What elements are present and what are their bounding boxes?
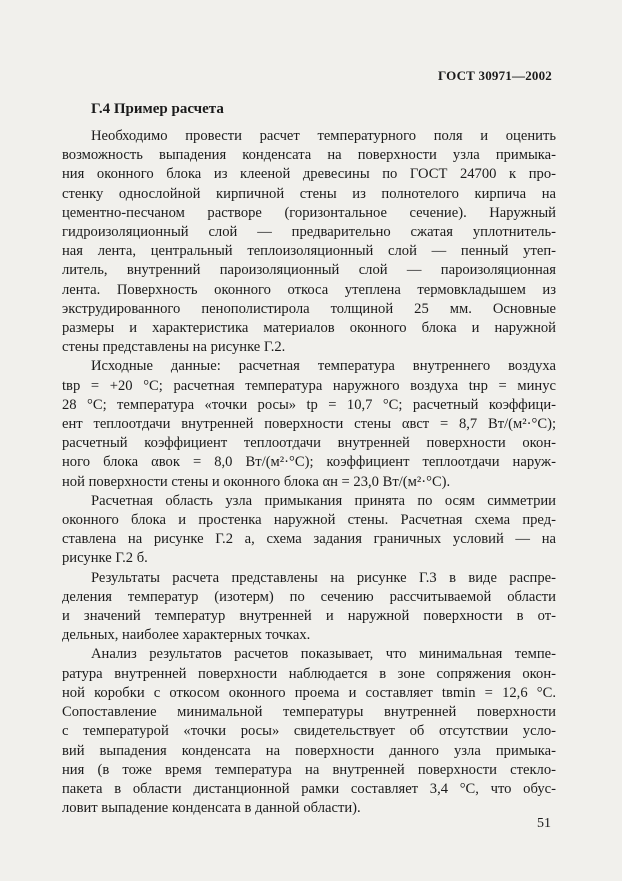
text-line: и значений температур внутренней и наружной поверхности в от-	[62, 608, 556, 625]
paragraph-results	[62, 569, 556, 646]
text-line: ловит выпадение конденсата в данной области).	[62, 800, 361, 817]
text-line: литель, внутренний пароизоляционный слой — пароизоляционная	[62, 262, 556, 279]
text-line: ного блока αвок = 8,0 Вт/(м²·°С); коэффициент теплоотдачи наруж-	[62, 454, 556, 471]
page-number: 51	[537, 816, 551, 831]
text-line: вий выпадения конденсата на поверхности данного узла примыка-	[62, 742, 556, 759]
text-line: рисунке Г.2 б.	[62, 550, 148, 567]
paragraph-analysis	[62, 645, 556, 818]
text-line: Необходимо провести расчет температурного поля и оценить	[91, 128, 556, 144]
text-line: ставлена на рисунке Г.2 а, схема задания граничных условий — на	[62, 531, 556, 548]
text-line: экструдированного пенополистирола толщиной 25 мм. Основные	[62, 300, 556, 317]
text-line: ной поверхности стены и оконного блока αн = 23,0 Вт/(м²·°С).	[62, 473, 451, 490]
text-line: ент теплоотдачи внутренней поверхности стены αвст = 8,7 Вт/(м²·°С);	[62, 416, 556, 433]
text-line: ратура внутренней поверхности наблюдается в зоне сопряжения окон-	[62, 665, 556, 682]
text-line: расчетный коэффициент теплоотдачи внутренней поверхности окон-	[62, 435, 556, 452]
text-line: ной коробки с откосом оконного проема и составляет tвmin = 12,6 °С.	[62, 684, 556, 701]
text-line: возможность выпадения конденсата на поверхности узла примыка-	[62, 147, 556, 164]
text-line: размеры и характеристика материалов оконного блока и наружной	[62, 320, 556, 337]
section-title: Г.4 Пример расчета	[91, 101, 224, 117]
text-line: ная лента, центральный теплоизоляционный слой — пенный утеп-	[62, 243, 556, 260]
text-line: оконного блока и простенка наружной стены. Расчетная схема пред-	[62, 512, 556, 529]
text-line: гидроизоляционный слой — предварительно сжатая уплотнитель-	[62, 224, 556, 241]
text-line: Исходные данные: расчетная температура внутреннего воздуха	[91, 358, 556, 375]
text-line: Результаты расчета представлены на рисунке Г.3 в виде распре-	[91, 569, 556, 586]
text-line: стенку однослойной кирпичной стены из полнотелого кирпича на	[62, 185, 556, 202]
text-line: ния оконного блока из клееной древесины по ГОСТ 24700 к про-	[62, 166, 556, 183]
text-line: с температурой «точки росы» свидетельствует об отсутствии усло-	[62, 723, 556, 740]
text-line: Анализ результатов расчетов показывает, что минимальная темпе-	[91, 646, 556, 663]
text-line: tвр = +20 °С; расчетная температура наружного воздуха tнр = минус	[62, 377, 556, 394]
text-line: цементно-песчаном растворе (горизонтальное сечение). Наружный	[62, 204, 556, 221]
text-line: деления температур (изотерм) по сечению рассчитываемой области	[62, 588, 556, 605]
text-line: дельных, наиболее характерных точках.	[62, 627, 311, 644]
text-line: пакета в области дистанционной рамки составляет 3,4 °С, что обус-	[62, 780, 556, 797]
text-line: 28 °С; температура «точки росы» tр = 10,7 °С; расчетный коэффици-	[62, 396, 556, 413]
text-line: Сопоставление минимальной температуры внутренней поверхности	[62, 704, 556, 721]
paragraph-problem-statement	[62, 127, 556, 357]
standard-code-header: ГОСТ 30971—2002	[437, 68, 552, 83]
text-line: Расчетная область узла примыкания принята по осям симметрии	[91, 492, 556, 509]
paragraph-calculation-area	[62, 492, 556, 569]
text-line: лента. Поверхность оконного откоса утеплена термовкладышем из	[62, 281, 556, 298]
text-line: ния (в тоже время температура на внутренней поверхности стекло-	[62, 761, 556, 778]
paragraph-input-data	[62, 357, 556, 491]
text-line: стены представлены на рисунке Г.2.	[62, 339, 286, 356]
body-text	[62, 127, 556, 818]
